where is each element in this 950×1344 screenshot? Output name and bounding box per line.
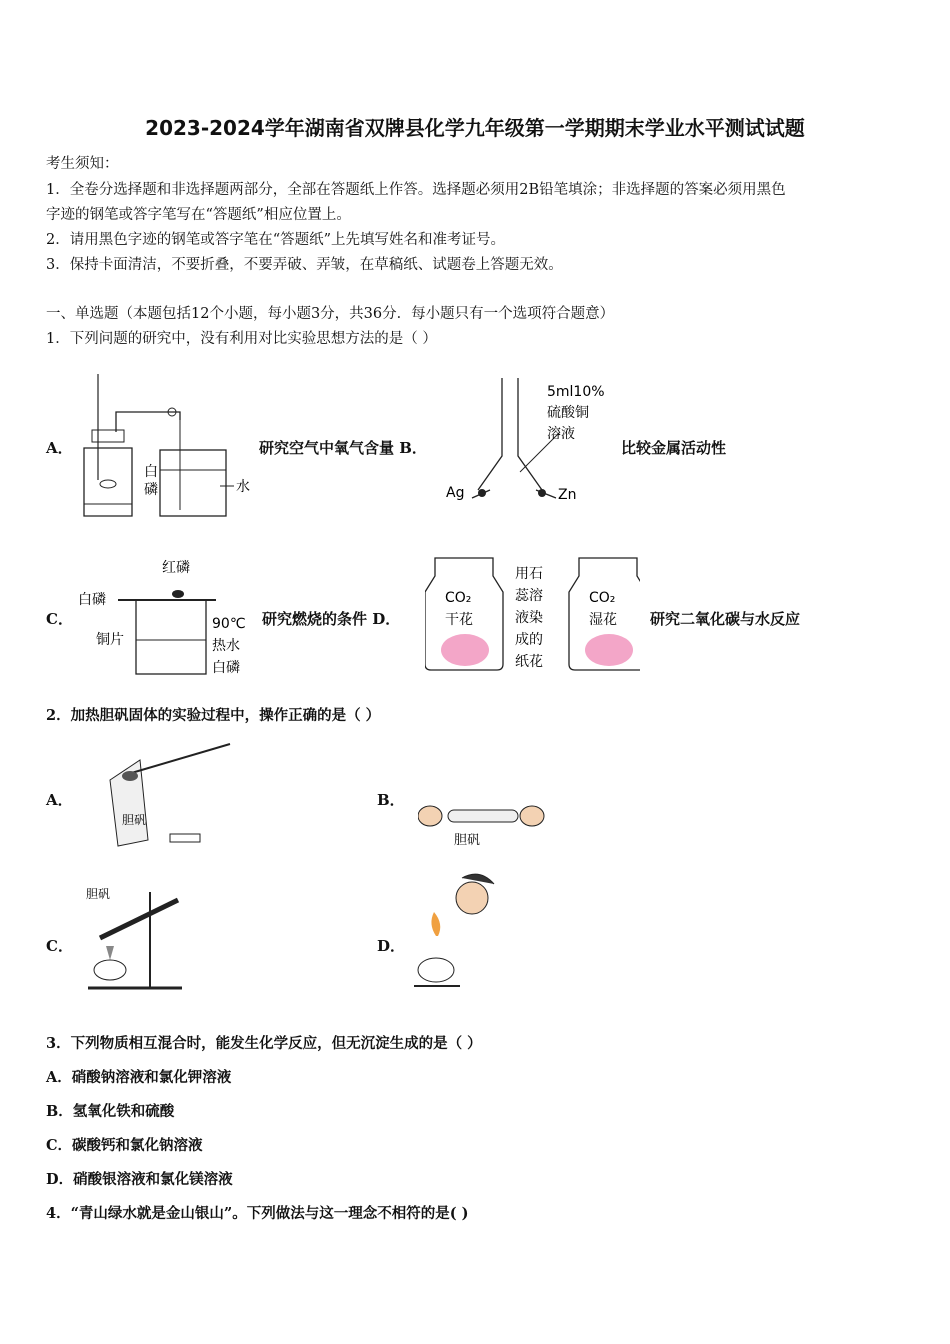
q3-option-c: C．碳酸钙和氯化钠溶液 <box>46 1137 203 1154</box>
q3-option-d: D．硝酸银溶液和氯化镁溶液 <box>46 1171 233 1188</box>
fig-d-co2-1: CO₂ <box>445 590 472 606</box>
fig-a-water: 水 <box>236 479 250 495</box>
fig-b-zn: Zn <box>558 487 577 503</box>
fig-b-sol3: 溶液 <box>547 426 575 442</box>
fig-d-note5: 纸花 <box>515 654 543 670</box>
combustion-conditions-figure <box>76 552 256 682</box>
page-title: 2023-2024学年湖南省双牌县化学九年级第一学期期末学业水平测试试题 <box>145 116 805 140</box>
q2-a-spoon-figure <box>88 740 238 855</box>
notice-line-1b: 字迹的钢笔或答字笔写在“答题纸”相应位置上。 <box>46 207 351 223</box>
q1-option-a-text: 研究空气中氧气含量 B． <box>259 439 427 457</box>
q2-option-b-label: B． <box>377 791 405 809</box>
fig-d-note4: 成的 <box>515 632 543 648</box>
q2-c-label: 胆矾 <box>86 887 111 901</box>
q1-option-d-text: 研究二氧化碳与水反应 <box>650 610 801 628</box>
notice-line-3: 3．保持卡面清洁，不要折叠，不要弄破、弄皱，在草稿纸、试题卷上答题无效。 <box>46 257 563 273</box>
fig-d-note3: 液染 <box>515 610 543 626</box>
q2-b-testtube-figure <box>418 796 548 850</box>
fig-d-note2: 蕊溶 <box>515 588 543 604</box>
q2-c-heating-figure <box>82 884 192 994</box>
fig-d-note1: 用石 <box>515 566 543 582</box>
fig-c-copper: 铜片 <box>96 632 124 648</box>
fig-c-white-p2: 白磷 <box>212 660 240 676</box>
q3-option-a: A．硝酸钠溶液和氯化钾溶液 <box>46 1069 232 1086</box>
section-heading: 一、单选题（本题包括12个小题，每小题3分，共36分．每小题只有一个选项符合题意） <box>46 306 615 322</box>
fig-c-white-p: 白磷 <box>78 592 106 608</box>
notice-line-1a: 1．全卷分选择题和非选择题两部分，全部在答题纸上作答。选择题必须用2B铅笔填涂；非选择题的答案必须用黑色 <box>46 182 786 198</box>
fig-b-sol1: 5ml10% <box>547 384 605 400</box>
q2-option-c-label: C． <box>46 937 73 955</box>
q1-option-c-text: 研究燃烧的条件 D． <box>262 610 401 628</box>
q2-d-blow-lamp-figure <box>410 870 500 992</box>
q1-option-a-label: A． <box>46 439 73 457</box>
fig-c-red-p: 红磷 <box>162 560 190 576</box>
notice-line-2: 2．请用黑色字迹的钢笔或答字笔在“答题纸”上先填写姓名和准考证号。 <box>46 232 506 248</box>
air-oxygen-apparatus-figure <box>70 370 260 525</box>
q2-b-label: 胆矾 <box>454 833 481 848</box>
q4-stem: 4．“青山绿水就是金山银山”。下列做法与这一理念不相符的是( ) <box>46 1205 469 1222</box>
q3-stem: 3．下列物质相互混合时，能发生化学反应，但无沉淀生成的是（ ） <box>46 1035 482 1052</box>
q1-stem: 1．下列问题的研究中，没有利用对比实验思想方法的是（ ） <box>46 331 437 347</box>
q2-a-label: 胆矾 <box>122 813 147 827</box>
fig-b-ag: Ag <box>446 485 465 501</box>
fig-d-wet: 湿花 <box>589 612 617 628</box>
q3-option-b: B．氢氧化铁和硫酸 <box>46 1103 175 1120</box>
metal-activity-y-tube-figure <box>440 372 610 512</box>
fig-a-white-p2: 磷 <box>144 482 158 498</box>
fig-a-white-p1: 白 <box>144 464 158 480</box>
fig-d-co2-2: CO₂ <box>589 590 616 606</box>
fig-d-dry: 干花 <box>445 612 473 628</box>
notice-heading: 考生须知： <box>46 156 119 172</box>
fig-c-temp: 90℃ <box>212 616 246 632</box>
fig-c-hot-water: 热水 <box>212 638 240 654</box>
q2-option-a-label: A． <box>46 791 73 809</box>
q1-option-b-text: 比较金属活动性 <box>621 439 727 457</box>
fig-b-sol2: 硫酸铜 <box>547 405 589 421</box>
q2-option-d-label: D． <box>377 937 406 955</box>
q2-stem: 2．加热胆矾固体的实验过程中，操作正确的是（ ） <box>46 707 381 724</box>
q1-option-c-label: C． <box>46 610 73 628</box>
co2-water-jars-figure <box>425 552 640 677</box>
